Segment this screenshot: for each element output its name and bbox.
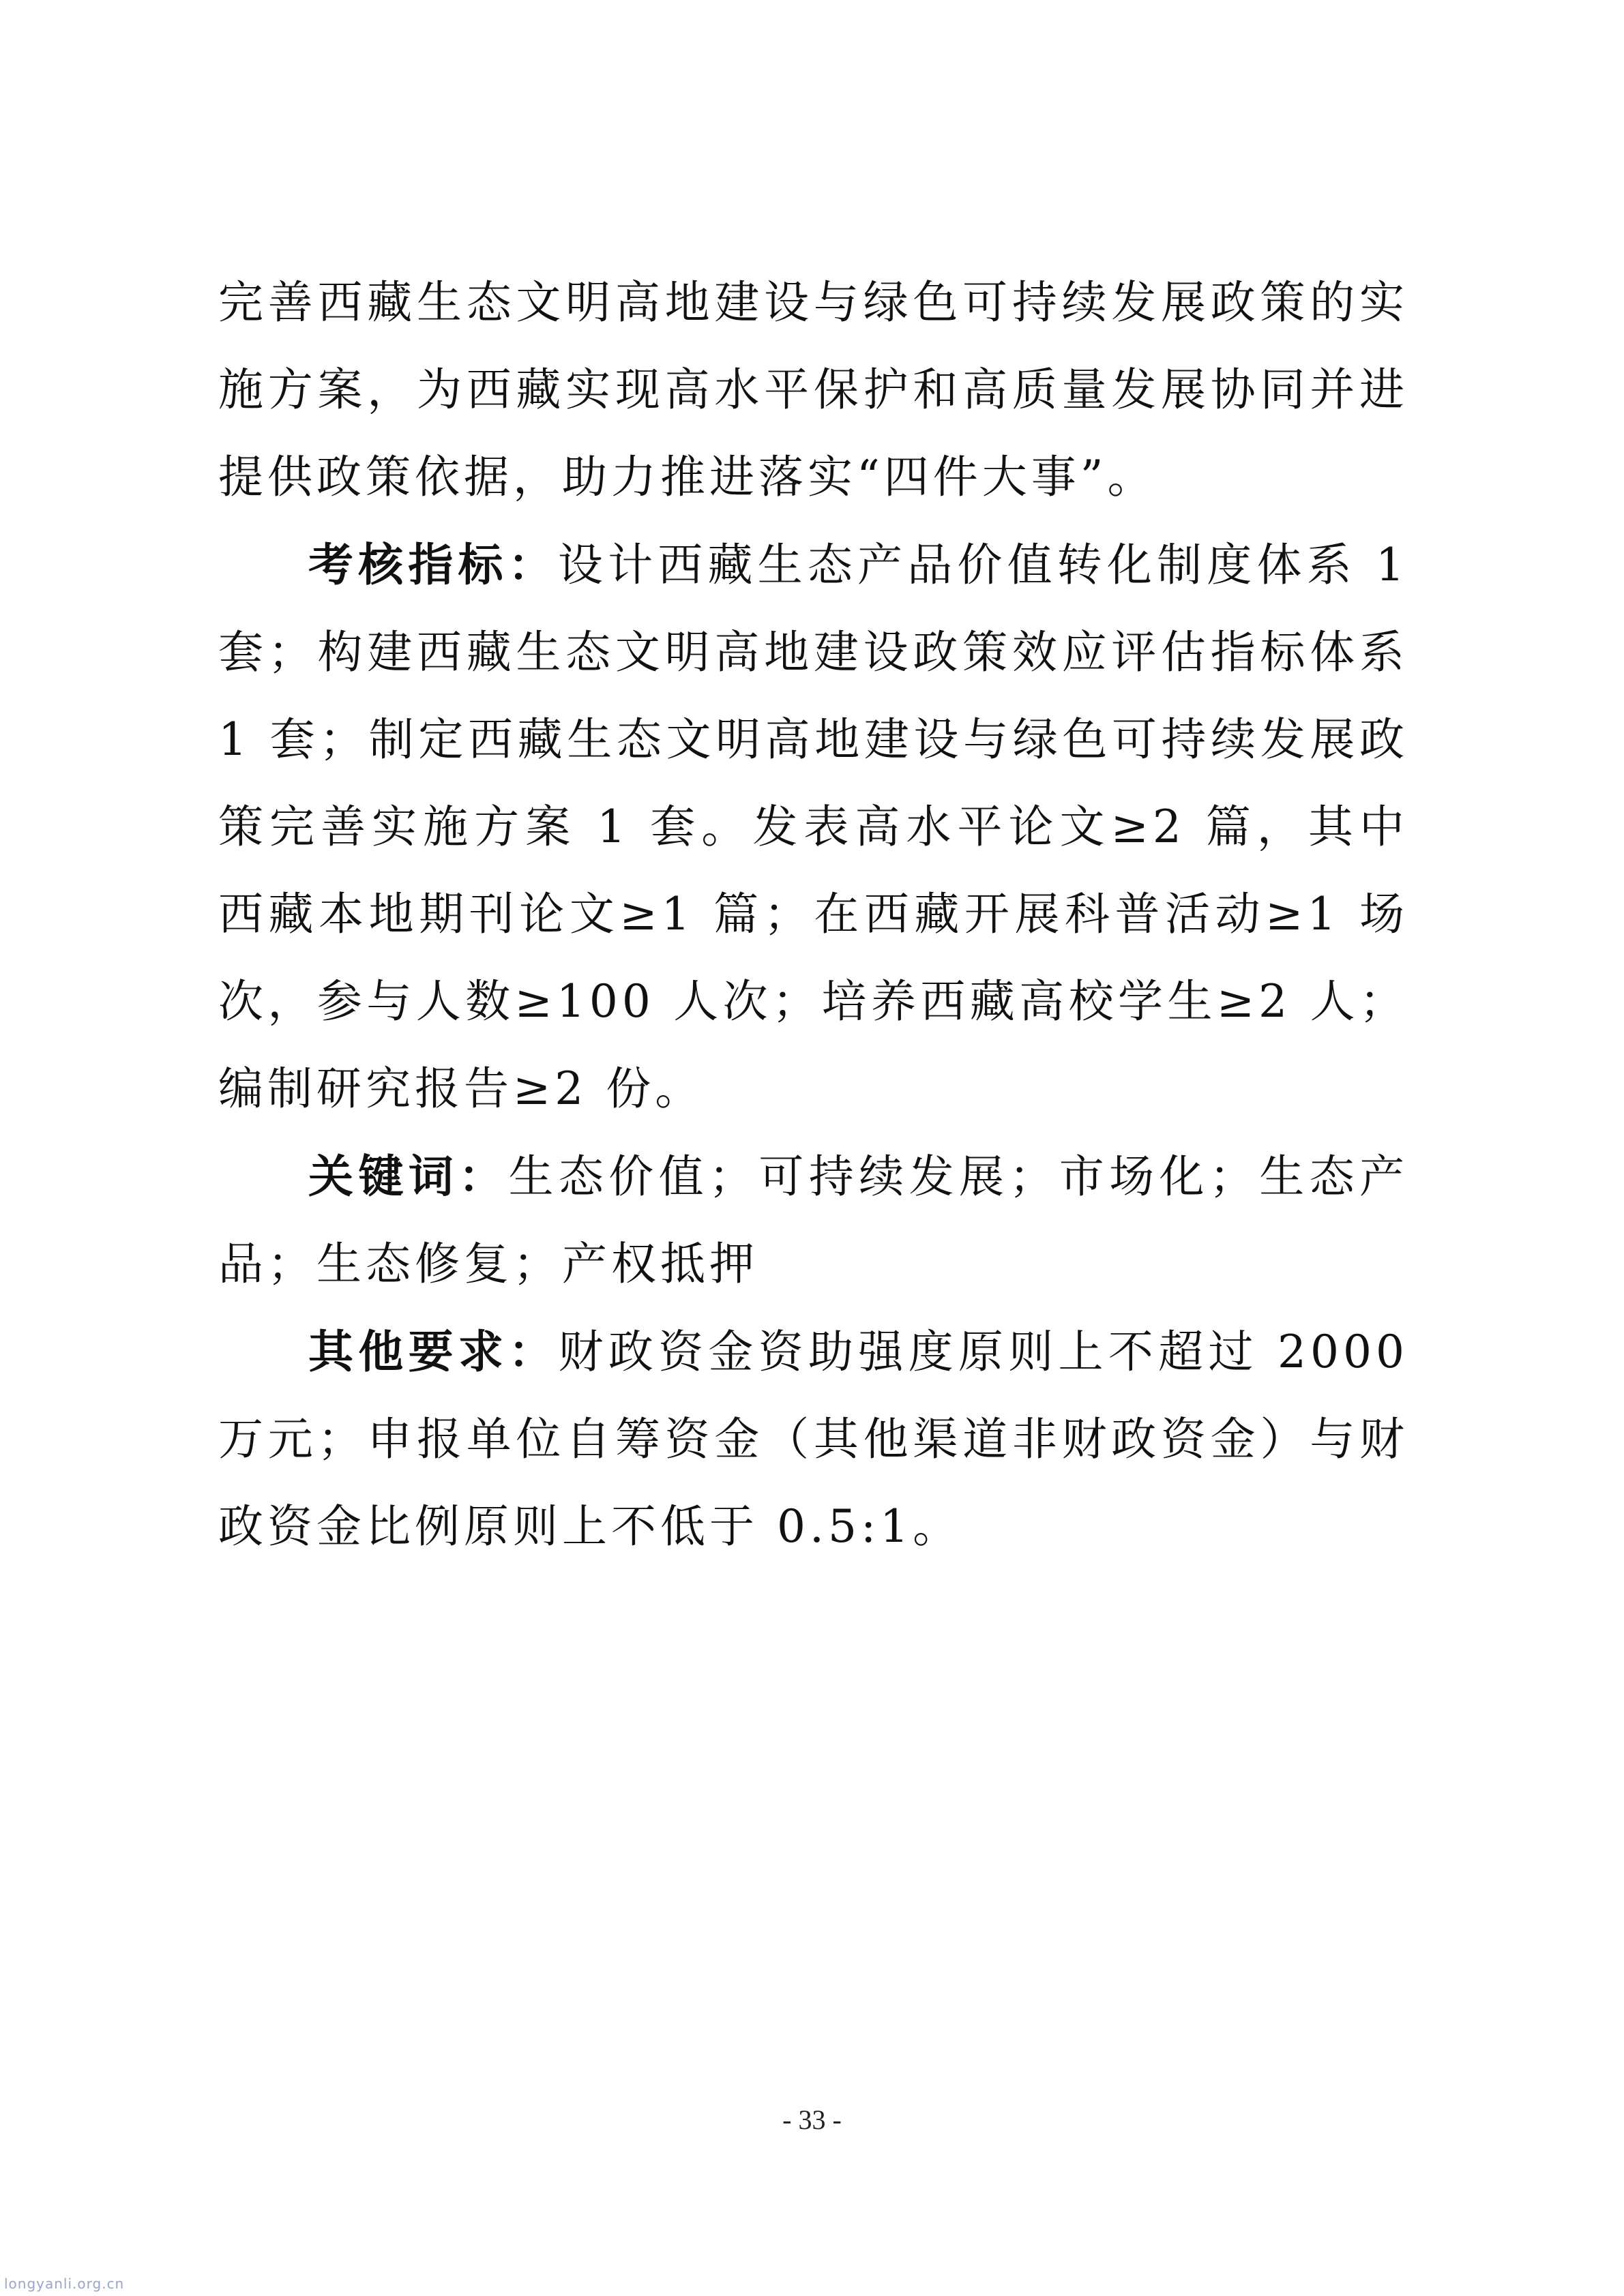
paragraph-text: 设计西藏生态产品价值转化制度体系 1 套；构建西藏生态文明高地建设政策效应评估指标体系 1 套；制定西藏生态文明高地建设与绿色可持续发展政策完善实施方案 1 套。发表高水平论文≥2 篇，其中西藏本地期刊论文≥1 篇；在西藏开展科普活动≥1 场次，参与人数≥100 人次；培养西藏高校学生≥2 人；编制研究报告≥2 份。 (218, 539, 1408, 1115)
paragraph-text: 完善西藏生态文明高地建设与绿色可持续发展政策的实施方案，为西藏实现高水平保护和高质量发展协同并进提供政策依据，助力推进落实“四件大事”。 (218, 276, 1408, 503)
watermark: longyanli.org.cn (4, 2276, 125, 2292)
paragraph-text: 生态价值；可持续发展；市场化；生态产品；生态修复；产权抵押 (218, 1150, 1409, 1290)
paragraph-label: 考核指标： (308, 538, 558, 591)
paragraph-keywords (218, 1133, 1408, 1308)
paragraph-intro-continuation (218, 259, 1408, 521)
document-body (218, 259, 1408, 1570)
paragraph-label: 其他要求： (308, 1325, 559, 1378)
paragraph-label: 关键词： (308, 1150, 509, 1203)
paragraph-other-requirements (218, 1308, 1408, 1570)
page-number: - 33 - (782, 2104, 842, 2135)
paragraph-text: 财政资金资助强度原则上不超过 2000 万元；申报单位自筹资金（其他渠道非财政资金）与财政资金比例原则上不低于 0.5:1。 (218, 1326, 1408, 1553)
paragraph-assessment-indicators (218, 521, 1408, 1133)
